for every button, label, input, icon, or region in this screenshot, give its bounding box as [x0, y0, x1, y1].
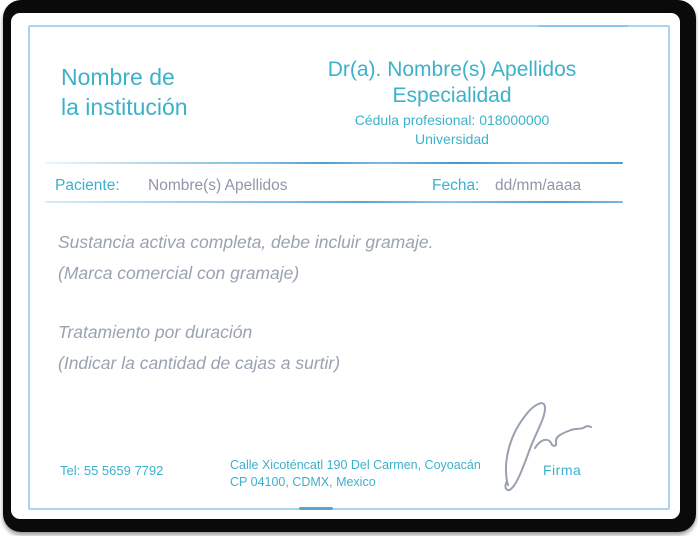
- rx-line-brand: (Marca comercial con gramaje): [58, 263, 300, 283]
- watercolor-accent-bottom: [299, 507, 333, 510]
- prescription-card: [11, 13, 680, 519]
- date-value: dd/mm/aaaa: [495, 177, 582, 194]
- rx-line-treatment: Tratamiento por duración: [58, 322, 253, 342]
- doctor-specialty: Especialidad: [392, 84, 512, 107]
- patient-label: Paciente:: [55, 177, 120, 194]
- institution-name-line2: la institución: [61, 94, 188, 120]
- separator-bottom: [45, 201, 623, 203]
- date-label: Fecha:: [432, 177, 480, 194]
- institution-name-line1: Nombre de: [61, 64, 175, 90]
- rx-treatment-group: [58, 317, 528, 379]
- rx-line-boxes: (Indicar la cantidad de cajas a surtir): [58, 353, 341, 373]
- separator-top: [45, 162, 623, 164]
- rx-line-substance: Sustancia activa completa, debe incluir gramaje.: [58, 232, 434, 252]
- signature-label: Firma: [543, 462, 582, 478]
- rx-substance-group: [58, 227, 528, 289]
- institution-name: [61, 62, 261, 122]
- patient-name-value: Nombre(s) Apellidos: [148, 177, 288, 194]
- doctor-header: [272, 57, 632, 148]
- phone-number: Tel: 55 5659 7792: [60, 463, 164, 478]
- clinic-address-line2: CP 04100, CDMX, Mexico: [230, 475, 376, 489]
- doctor-university: Universidad: [415, 131, 489, 147]
- clinic-address-line1: Calle Xicoténcatl 190 Del Carmen, Coyoacán: [230, 458, 481, 472]
- watercolor-accent-top: [538, 25, 628, 27]
- doctor-name: Dr(a). Nombre(s) Apellidos: [327, 58, 577, 81]
- signature-icon: [495, 395, 605, 495]
- clinic-address: [230, 457, 481, 491]
- patient-row: [11, 176, 680, 196]
- doctor-license: Cédula profesional: 018000000: [354, 112, 550, 128]
